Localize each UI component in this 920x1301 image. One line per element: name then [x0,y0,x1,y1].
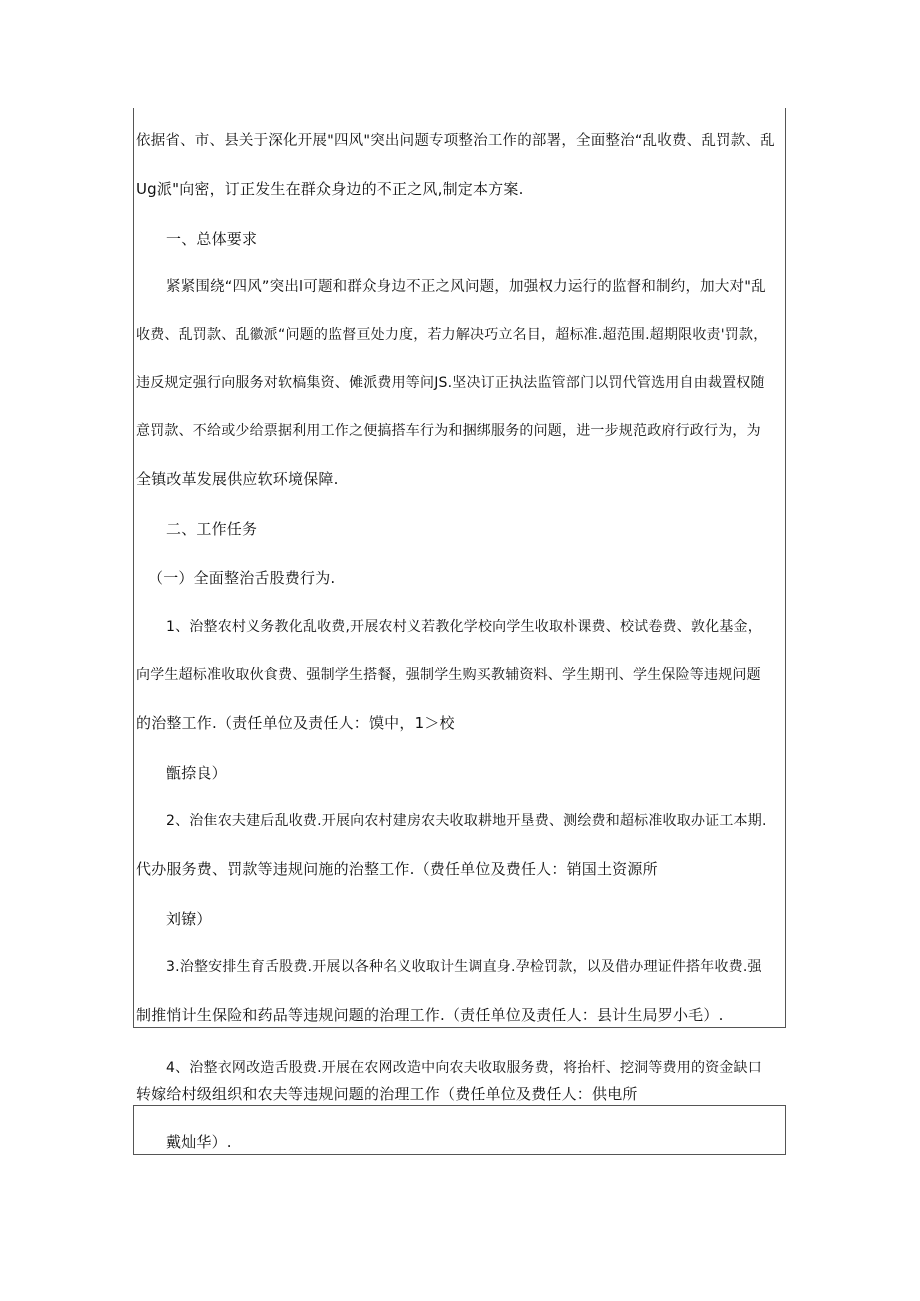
text-line: 4、治整衣网改造舌股费.开展在农网改造中向农夫收取服务费，将抬杆、挖洞等费用的资金缺口 [166,1060,762,1076]
section-heading: 一、总体要求 [166,230,258,248]
section-heading: 二、工作任务 [166,520,258,538]
text-line: 1、治整农村义务教化乱收费,开展农村义若教化学校向学生收取朴课费、校试卷费、敦化基金， [166,619,762,635]
box-right-rule [785,1105,786,1155]
frame-bottom-rule [133,1027,786,1028]
box-left-rule [133,1105,134,1155]
text-line: 戴灿华）. [166,1133,232,1151]
text-line: 违反规定强行向服务对软槁集资、傩派费用等问JS.坚决订正执法监管部门以罚代管选用自由裁置权随 [136,375,765,391]
text-line: 的治整工作.（责任单位及责任人：馍中，1＞校 [136,714,455,732]
text-line: 甑捺良） [166,764,227,782]
text-line: 代办服务费、罚款等违规问施的治整工作.（费任单位及费任人：销国土资源所 [136,860,658,878]
text-line: Ug派"向密，订正发生在群众身边的不正之风,制定本方案. [136,180,524,198]
text-line: 制推悄计生保险和药品等违规问题的治理工作.（责任单位及责任人：县计生局罗小毛）. [136,1006,724,1024]
text-line: 2、治隹农夫建后乱收费.开展向农村建房农夫收取耕地开垦费、测绘费和超标准收取办证工本期. [166,813,767,829]
text-line: 意罚款、不给或少给票据利用工作之便搞搭车行为和捆绑服务的问题，进一步规范政府行政行为，为 [136,423,761,439]
text-line: 刘镣） [166,910,212,928]
text-line: 3.治整安排生育舌股费.开展以各种名义收取计生调直身.孕检罚款，以及借办理证件搭年收费.强 [166,959,762,975]
text-line: 紧紧围绕“四风”突出l可题和群众身边不正之风问题，加强权力运行的监督和制约，加大对"乱 [166,279,766,295]
text-line: 全镇改革发展供应软环境保障. [136,470,339,488]
text-line: 转嫁给村级组织和农夫等违规问题的治理工作（费任单位及费任人：供电所 [136,1085,638,1103]
box-bottom-rule [133,1154,786,1155]
frame-left-rule [133,108,134,1028]
text-line: 收费、乱罚款、乱徽派“问题的监督亘处力度，若力解决巧立名目，超标准.超范围.超期限收责'罚款， [136,327,768,343]
text-line: 向学生超标准收取伙食费、强制学生搭餐，强制学生购买教辅资料、学生期刊、学生保险等违规问题 [136,667,761,683]
frame-right-rule [785,108,786,1028]
sub-heading: （一）全面整治舌股费行为. [148,569,336,587]
box-top-rule [133,1105,786,1106]
text-line: 依据省、市、县关于深化开展"四风"突出问题专项整治工作的部署，全面整治“乱收费、乱罚款、乱 [136,133,775,149]
